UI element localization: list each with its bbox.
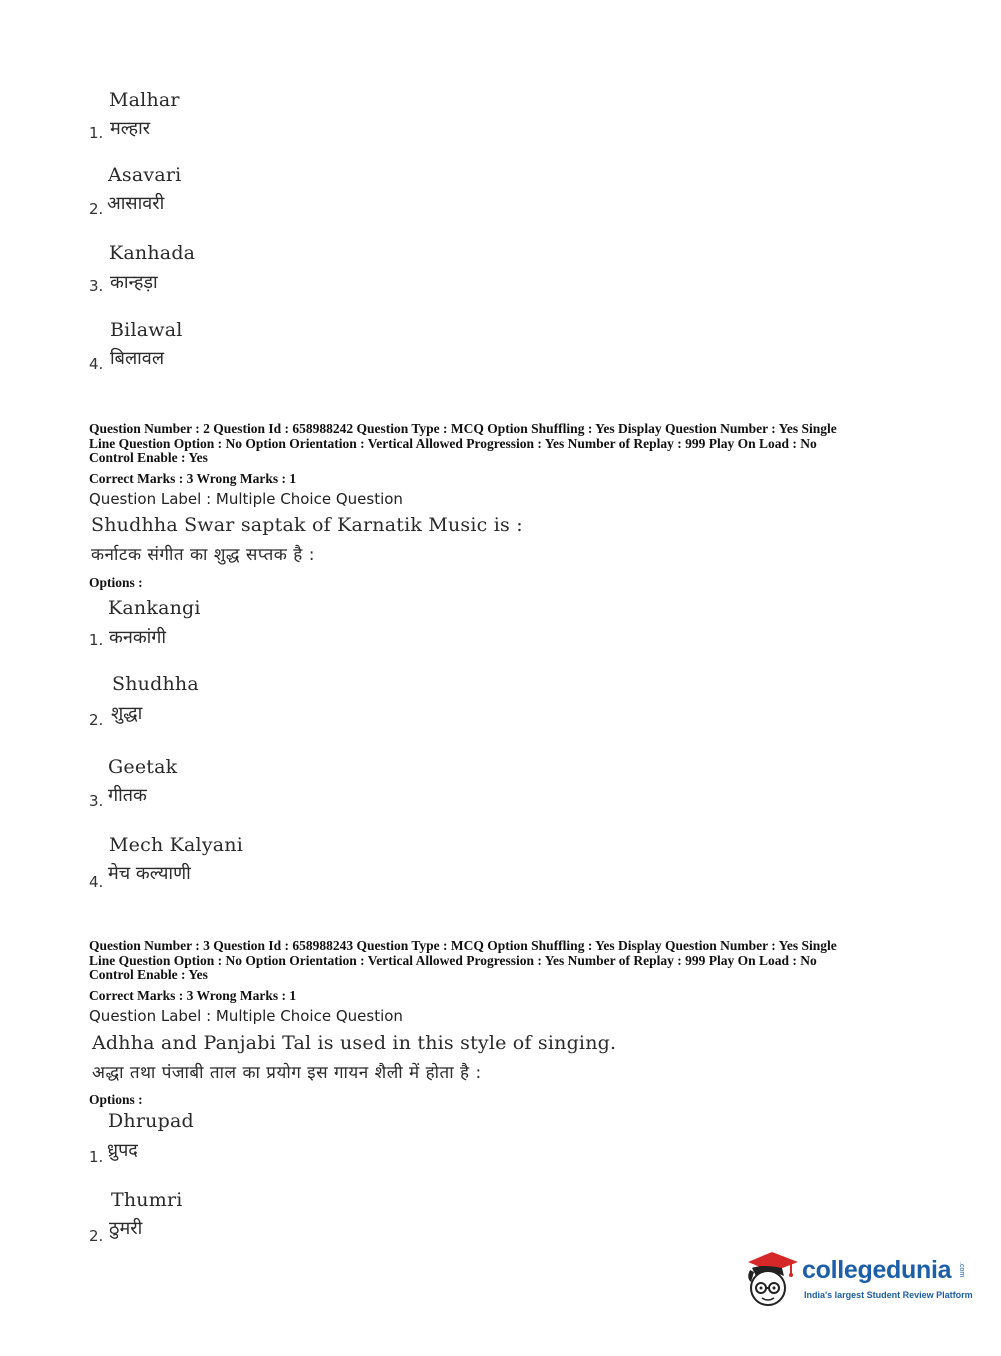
q2-question-text-en: Shudhha Swar saptak of Karnatik Music is : [91,514,523,536]
q1-option-1-en: Malhar [109,89,180,111]
logo-tagline: India's largest Student Review Platform [804,1290,973,1300]
q2-option-3-hi: गीतक [108,785,147,806]
q1-option-2-en: Asavari [108,164,182,186]
q3-option-2-hi: ठुमरी [109,1218,143,1239]
q2-option-1-number: 1. [89,631,104,649]
student-mascot-icon [742,1248,802,1310]
q2-meta-line-3: Control Enable : Yes [89,450,208,465]
q2-option-3-number: 3. [89,792,104,810]
q2-question-text-hi: कर्नाटक संगीत का शुद्ध सप्तक है : [91,545,315,565]
q3-meta-line-2: Line Question Option : No Option Orientation : Vertical Allowed Progression : Yes Number of Replay : 999 Play On Load : No [89,952,817,968]
logo-dotcom: .com [958,1262,965,1278]
q3-metadata [89,939,919,983]
q1-option-3-number: 3. [89,277,104,295]
q3-meta-line-1: Question Number : 3 Question Id : 658988243 Question Type : MCQ Option Shuffling : Yes Display Question Number : Yes Single [89,938,837,953]
q2-options-label: Options : [89,575,143,590]
q2-option-3-en: Geetak [108,756,178,778]
q2-option-4-number: 4. [89,873,104,891]
collegedunia-logo [742,1248,972,1308]
q2-option-4-hi: मेच कल्याणी [108,863,191,884]
q3-option-1-en: Dhrupad [108,1110,194,1132]
q3-option-2-number: 2. [89,1227,104,1245]
q3-question-text-hi: अद्धा तथा पंजाबी ताल का प्रयोग इस गायन शैली में होता है : [92,1063,482,1083]
q2-meta-line-1: Question Number : 2 Question Id : 658988242 Question Type : MCQ Option Shuffling : Yes Display Question Number : Yes Single [89,421,837,436]
q1-option-2-hi: आसावरी [107,193,165,214]
q3-option-2-en: Thumri [111,1189,183,1211]
q3-option-1-number: 1. [89,1148,104,1166]
q2-option-1-hi: कनकांगी [109,627,167,648]
q1-option-1-hi: मल्हार [110,118,151,139]
q3-marks: Correct Marks : 3 Wrong Marks : 1 [89,988,297,1003]
q2-option-2-en: Shudhha [112,673,199,695]
q1-option-4-number: 4. [89,355,104,373]
q3-option-1-hi: ध्रुपद [107,1140,138,1161]
q2-meta-line-2: Line Question Option : No Option Orientation : Vertical Allowed Progression : Yes Number of Replay : 999 Play On Load : No [89,435,817,451]
q3-meta-line-3: Control Enable : Yes [89,967,208,982]
q1-option-2-number: 2. [89,200,104,218]
logo-wordmark: collegedunia [802,1256,952,1284]
q2-option-4-en: Mech Kalyani [109,834,243,856]
q1-option-3-en: Kanhada [109,242,196,264]
q2-option-2-hi: शुद्धा [111,703,143,724]
q2-metadata [89,422,919,466]
q2-marks: Correct Marks : 3 Wrong Marks : 1 [89,471,297,486]
q3-question-label: Question Label : Multiple Choice Question [89,1007,403,1025]
q3-options-label: Options : [89,1092,143,1107]
q1-option-1-number: 1. [89,124,104,142]
q1-option-3-hi: कान्हड़ा [110,272,158,293]
q2-question-label: Question Label : Multiple Choice Question [89,490,403,508]
q1-option-4-en: Bilawal [110,319,183,341]
q1-option-4-hi: बिलावल [110,348,165,369]
q2-option-1-en: Kankangi [108,597,201,619]
q2-option-2-number: 2. [89,711,104,729]
q3-question-text-en: Adhha and Panjabi Tal is used in this style of singing. [92,1032,617,1054]
